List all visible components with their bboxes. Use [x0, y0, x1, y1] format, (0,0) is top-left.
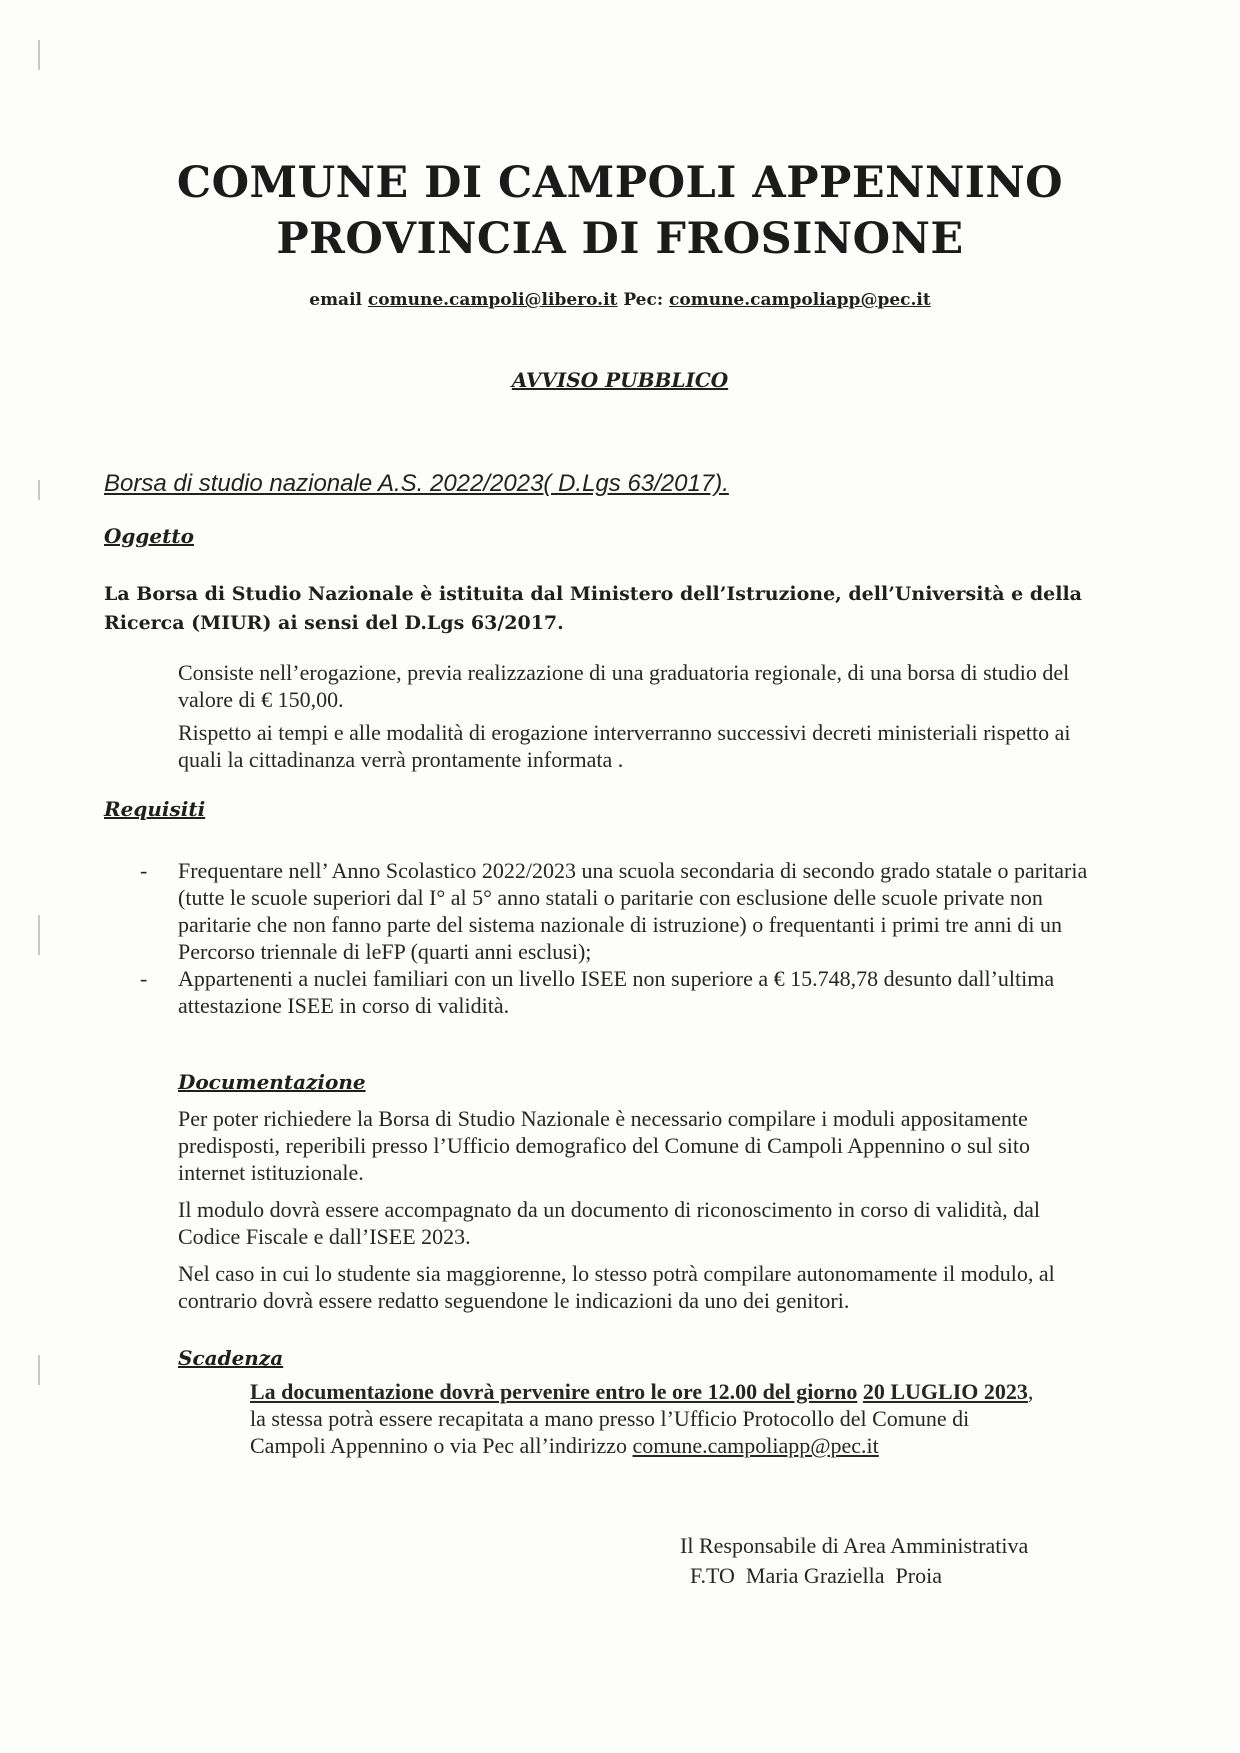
list-item — [140, 857, 1100, 965]
dash-bullet: - — [140, 858, 148, 883]
scadenza-heading: Scadenza — [178, 1346, 284, 1370]
documentazione-paragraph-3: Nel caso in cui lo studente sia maggiorenne, lo stesso potrà compilare autonomamente il modulo, al contrario dovrà essere redatto seguendone le indicazioni da uno dei genitori. — [178, 1261, 1055, 1313]
pec-address-link[interactable]: comune.campoliapp@pec.it — [632, 1433, 879, 1458]
dash-bullet: - — [140, 966, 148, 991]
scan-mark — [38, 915, 40, 955]
documentazione-paragraph-2: Il modulo dovrà essere accompagnato da un documento di riconoscimento in corso di validità, dal Codice Fiscale e dall’ISEE 2023. — [178, 1197, 1041, 1249]
documentazione-heading: Documentazione — [178, 1070, 366, 1094]
province-title: PROVINCIA DI FROSINONE — [276, 214, 964, 264]
contact-line — [0, 290, 1240, 310]
requisiti-list — [140, 857, 1100, 1019]
signature-role: Il Responsabile di Area Amministrativa — [680, 1533, 1029, 1558]
email-link[interactable]: comune.campoli@libero.it — [367, 290, 618, 310]
scan-mark — [38, 480, 40, 500]
requisito-text: Appartenenti a nuclei familiari con un livello ISEE non superiore a € 15.748,78 desunto dall’ultima attestazione ISEE in corso di validità. — [178, 966, 1055, 1018]
requisiti-heading: Requisiti — [104, 797, 206, 821]
requisito-text: Frequentare nell’ Anno Scolastico 2022/2023 una scuola secondaria di secondo grado statale o paritaria (tutte le scuole superiori dal I° al 5° anno statali o paritarie con esclusione delle scuole private non paritarie che non fanno parte del sistema nazionale di istruzione) o frequentanti i primi tre anni di un Percorso triennale di leFP (quarti anni esclusi); — [178, 858, 1088, 964]
subject-line: Borsa di studio nazionale A.S. 2022/2023( D.Lgs 63/2017). — [104, 470, 729, 497]
oggetto-lead: La Borsa di Studio Nazionale è istituita dal Ministero dell’Istruzione, dell’Università e della Ricerca (MIUR) ai sensi del D.Lgs 63/2017. — [104, 583, 1082, 634]
oggetto-paragraph-1: Consiste nell’erogazione, previa realizzazione di una graduatoria regionale, di una borsa di studio del valore di € 150,00. — [178, 660, 1070, 712]
list-item — [140, 965, 1100, 1019]
pec-link[interactable]: comune.campoliapp@pec.it — [669, 290, 931, 310]
deadline-details: , la stessa potrà essere recapitata a mano presso l’Ufficio Protocollo del Comune di Campoli Appennino o via Pec all’indirizzo — [250, 1379, 1034, 1458]
notice-title: AVVISO PUBBLICO — [511, 368, 729, 392]
documentazione-paragraph-1: Per poter richiedere la Borsa di Studio Nazionale è necessario compilare i moduli appositamente predisposti, reperibili presso l’Ufficio demografico del Comune di Campoli Appennino o sul sito internet istituzionale. — [178, 1106, 1030, 1185]
scadenza-paragraph — [250, 1378, 1050, 1459]
email-label: email — [309, 290, 362, 310]
scan-mark — [38, 1355, 40, 1385]
scan-mark — [38, 40, 40, 70]
pec-label: Pec: — [623, 290, 664, 310]
signature-name: F.TO Maria Graziella Proia — [690, 1563, 942, 1588]
deadline-statement: La documentazione dovrà pervenire entro le ore 12.00 del giorno — [250, 1379, 858, 1404]
oggetto-heading: Oggetto — [104, 524, 194, 548]
oggetto-paragraph-2: Rispetto ai tempi e alle modalità di erogazione interverranno successivi decreti ministeriali rispetto ai quali la cittadinanza verrà prontamente informata . — [178, 720, 1071, 772]
municipality-title: COMUNE DI CAMPOLI APPENNINO — [176, 158, 1064, 208]
deadline-date: 20 LUGLIO 2023 — [862, 1379, 1028, 1404]
